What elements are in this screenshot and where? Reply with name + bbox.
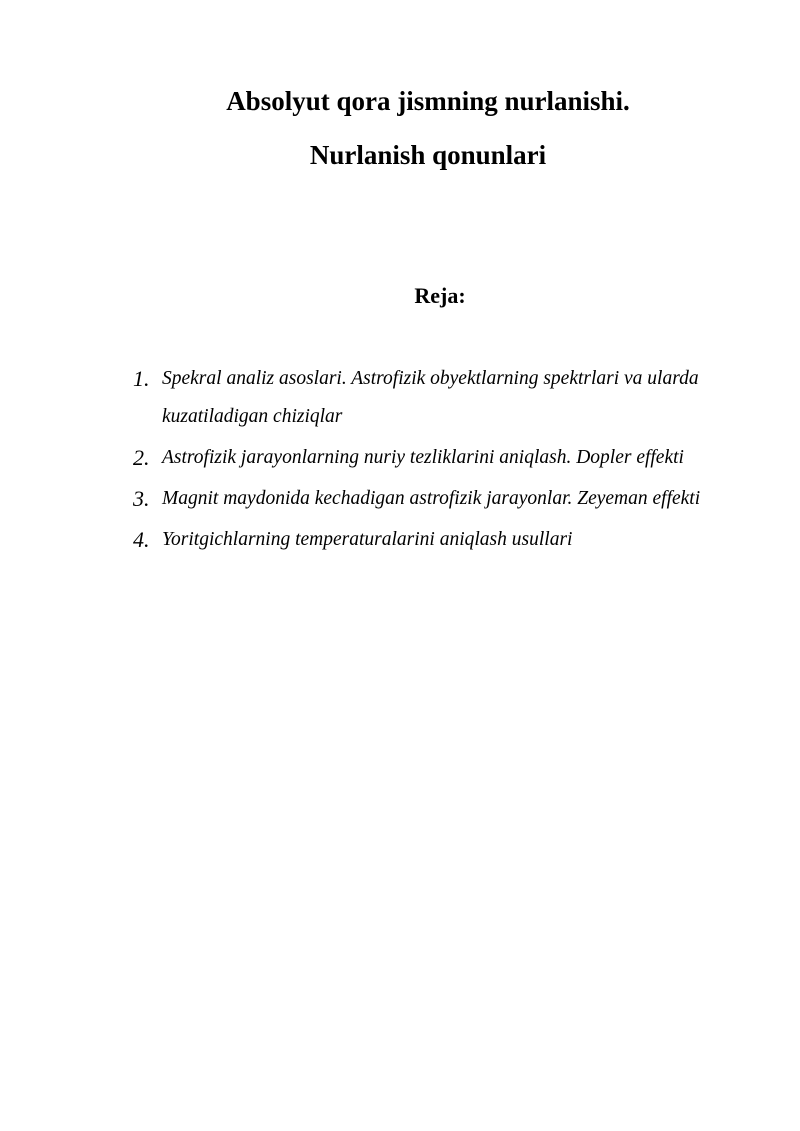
list-item-number: 2. xyxy=(133,445,150,470)
list-item-text: Magnit maydonida kechadigan astrofizik jarayonlar. Zeyeman effekti xyxy=(162,488,701,509)
list-item xyxy=(133,360,753,436)
list-item-text: Spekral analiz asoslari. Astrofizik obyektlarning spektrlari va ularda kuzatiladigan chiziqlar xyxy=(162,368,699,427)
plan-list xyxy=(133,360,753,562)
list-item xyxy=(133,521,753,559)
list-item xyxy=(133,480,753,518)
plan-heading: Reja: xyxy=(414,283,466,308)
list-item-number: 1. xyxy=(133,366,150,391)
list-item-number: 4. xyxy=(133,527,150,552)
list-item-text: Yoritgichlarning temperaturalarini aniqlash usullari xyxy=(162,529,573,550)
title-line-1: Absolyut qora jismning nurlanishi. xyxy=(226,86,630,116)
list-item-number: 3. xyxy=(133,486,150,511)
list-item-text: Astrofizik jarayonlarning nuriy tezliklarini aniqlash. Dopler effekti xyxy=(162,447,684,468)
list-item xyxy=(133,439,753,477)
document-title xyxy=(0,74,800,182)
title-line-2: Nurlanish qonunlari xyxy=(309,140,547,170)
